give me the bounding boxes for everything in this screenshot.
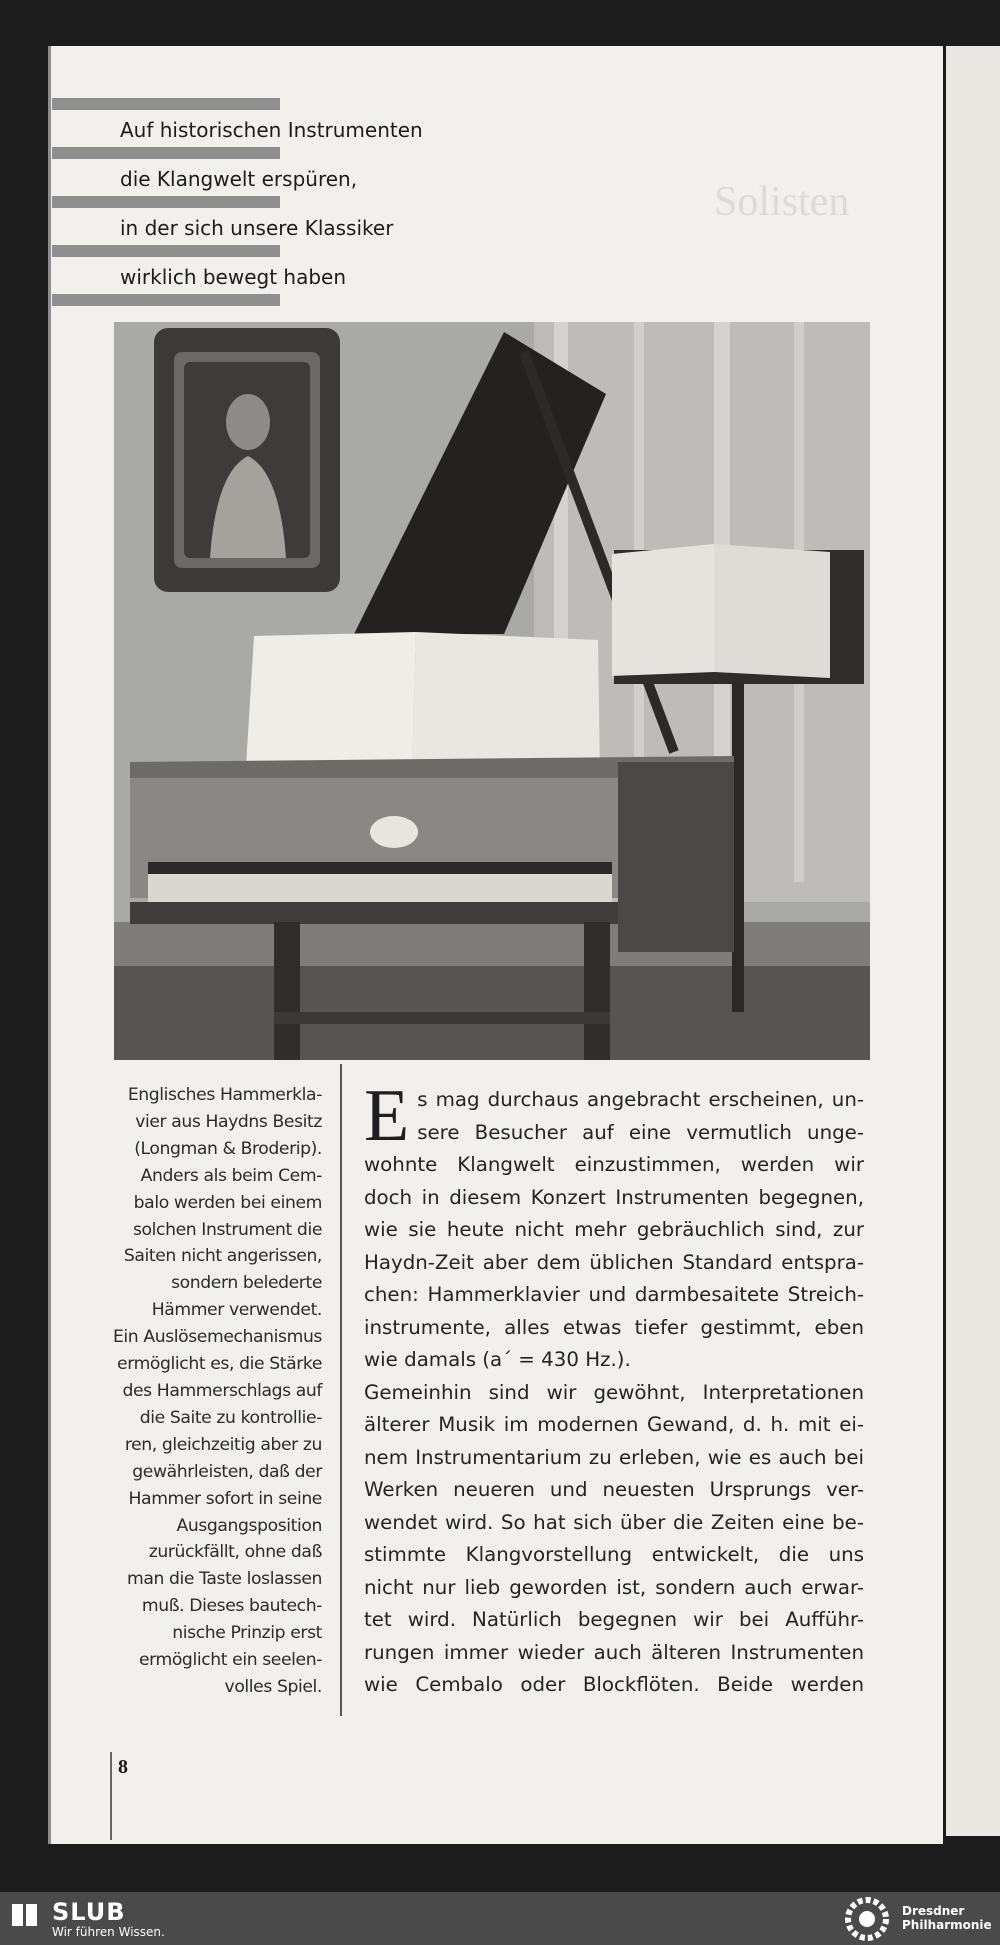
- partner-name-line: Philharmonie: [902, 1918, 992, 1932]
- body-line: wie damals (a´ = 430 Hz.).: [364, 1348, 631, 1371]
- piano-leg: [584, 922, 610, 1060]
- bleed-through-text: Solisten: [714, 179, 850, 225]
- body-line: chen: Hammerklavier und darmbesaitete Streich-: [364, 1283, 864, 1306]
- caption-line: zurückfällt, ohne daß: [148, 1542, 322, 1563]
- section-heading: [120, 114, 500, 310]
- slub-logo-icon: [12, 1902, 38, 1928]
- caption-line: Ein Auslösemechanismus: [112, 1327, 322, 1348]
- caption-line: Saiten nicht angerissen,: [123, 1246, 322, 1267]
- caption-line: Ausgangsposition: [176, 1515, 322, 1536]
- caption-line: ermöglicht ein seelen-: [138, 1650, 322, 1671]
- library-name[interactable]: SLUB: [52, 1898, 126, 1926]
- caption-line: man die Taste loslassen: [126, 1569, 322, 1590]
- body-line: sere Besucher auf eine vermutlich unge-: [417, 1120, 864, 1144]
- page-number: 8: [118, 1756, 128, 1778]
- drop-cap-block: [364, 1075, 864, 1157]
- body-line: instrumente, alles etwas tiefer gestimmt, eben: [364, 1315, 864, 1339]
- body-line: tet wird. Natürlich begegnen wir bei Aufführ-: [364, 1608, 864, 1631]
- partner-name-line: Dresdner: [902, 1904, 965, 1918]
- caption-line: vier aus Haydns Besitz: [135, 1111, 322, 1132]
- body-line: doch in diesem Konzert Instrumenten begegnen,: [364, 1185, 864, 1209]
- heading-line: Auf historischen Instrumenten: [120, 118, 423, 142]
- piano-leg: [274, 922, 300, 1060]
- body-line: wie Cembalo oder Blockflöten. Beide werden: [364, 1673, 864, 1696]
- caption-line: sondern belederte: [171, 1273, 322, 1294]
- body-line: wendet wird. So hat sich über die Zeiten eine be-: [364, 1510, 864, 1534]
- footer-bar: [0, 1892, 1000, 1945]
- body-line: Werken neueren und neuesten Ursprungs ver-: [364, 1478, 864, 1501]
- body-line: Haydn-Zeit aber dem üblichen Standard entspra-: [364, 1250, 864, 1274]
- caption-line: ermöglicht es, die Stärke: [117, 1354, 322, 1375]
- caption-line: Englisches Hammerkla-: [127, 1085, 322, 1105]
- page-number-rule: [110, 1752, 112, 1840]
- caption-line: Anders als beim Cem-: [140, 1165, 322, 1186]
- body-line: rungen immer wieder auch älteren Instrumenten: [364, 1640, 864, 1664]
- philharmonie-logo-icon: [842, 1896, 892, 1942]
- caption-line: balo werden bei einem: [133, 1192, 322, 1213]
- library-tagline: Wir führen Wissen.: [52, 1925, 165, 1939]
- photo-caption: [94, 1082, 322, 1701]
- body-line: nem Instrumentarium zu erleben, wie es auch bei: [364, 1445, 864, 1469]
- heading-line: wirklich bewegt haben: [120, 265, 347, 289]
- column-rule: [340, 1064, 342, 1716]
- caption-line: die Saite zu kontrollie-: [139, 1407, 322, 1428]
- heading-line: in der sich unsere Klassiker: [120, 216, 394, 240]
- partner-name[interactable]: [902, 1904, 992, 1932]
- caption-line: Hammer sofort in seine: [128, 1488, 322, 1509]
- body-line: älterer Musik im modernen Gewand, d. h. mit ei-: [364, 1413, 864, 1436]
- body-line: Gemeinhin sind wir gewöhnt, Interpretationen: [364, 1380, 864, 1404]
- heading-line: die Klangwelt erspüren,: [120, 167, 358, 191]
- caption-line: des Hammerschlags auf: [122, 1380, 322, 1401]
- name-plaque: [370, 816, 418, 848]
- body-line: stimmte Klangvorstellung entwickelt, die uns: [364, 1543, 864, 1566]
- caption-line: ren, gleichzeitig aber zu: [124, 1434, 322, 1455]
- heading-stripe: [52, 98, 280, 110]
- sheet-music-left: [246, 632, 416, 770]
- photo-floor: [114, 962, 870, 1060]
- caption-line: volles Spiel.: [224, 1676, 322, 1697]
- caption-line: gewährleisten, daß der: [132, 1461, 322, 1482]
- body-line: wie sie heute nicht mehr gebräuchlich sind, zur: [364, 1218, 864, 1241]
- body-line: wohnte Klangwelt einzustimmen, werden wir: [364, 1153, 864, 1176]
- portrait-frame: [154, 328, 340, 592]
- caption-line: muß. Dieses bautech-: [141, 1596, 322, 1617]
- body-line: s mag durchaus angebracht erscheinen, un-: [417, 1088, 864, 1111]
- caption-line: solchen Instrument die: [132, 1219, 322, 1240]
- caption-line: (Longman & Broderip).: [134, 1138, 322, 1159]
- sheet-music-right: [412, 632, 600, 774]
- body-line: nicht nur lieb geworden ist, sondern auch erwar-: [364, 1575, 864, 1599]
- caption-line: Hämmer verwendet.: [151, 1300, 322, 1321]
- caption-line: nische Prinzip erst: [172, 1623, 322, 1644]
- drop-cap: E: [364, 1075, 410, 1157]
- body-text: [364, 1075, 864, 1702]
- next-page-edge: [946, 46, 1000, 1836]
- fortepiano-photo: [114, 322, 870, 1060]
